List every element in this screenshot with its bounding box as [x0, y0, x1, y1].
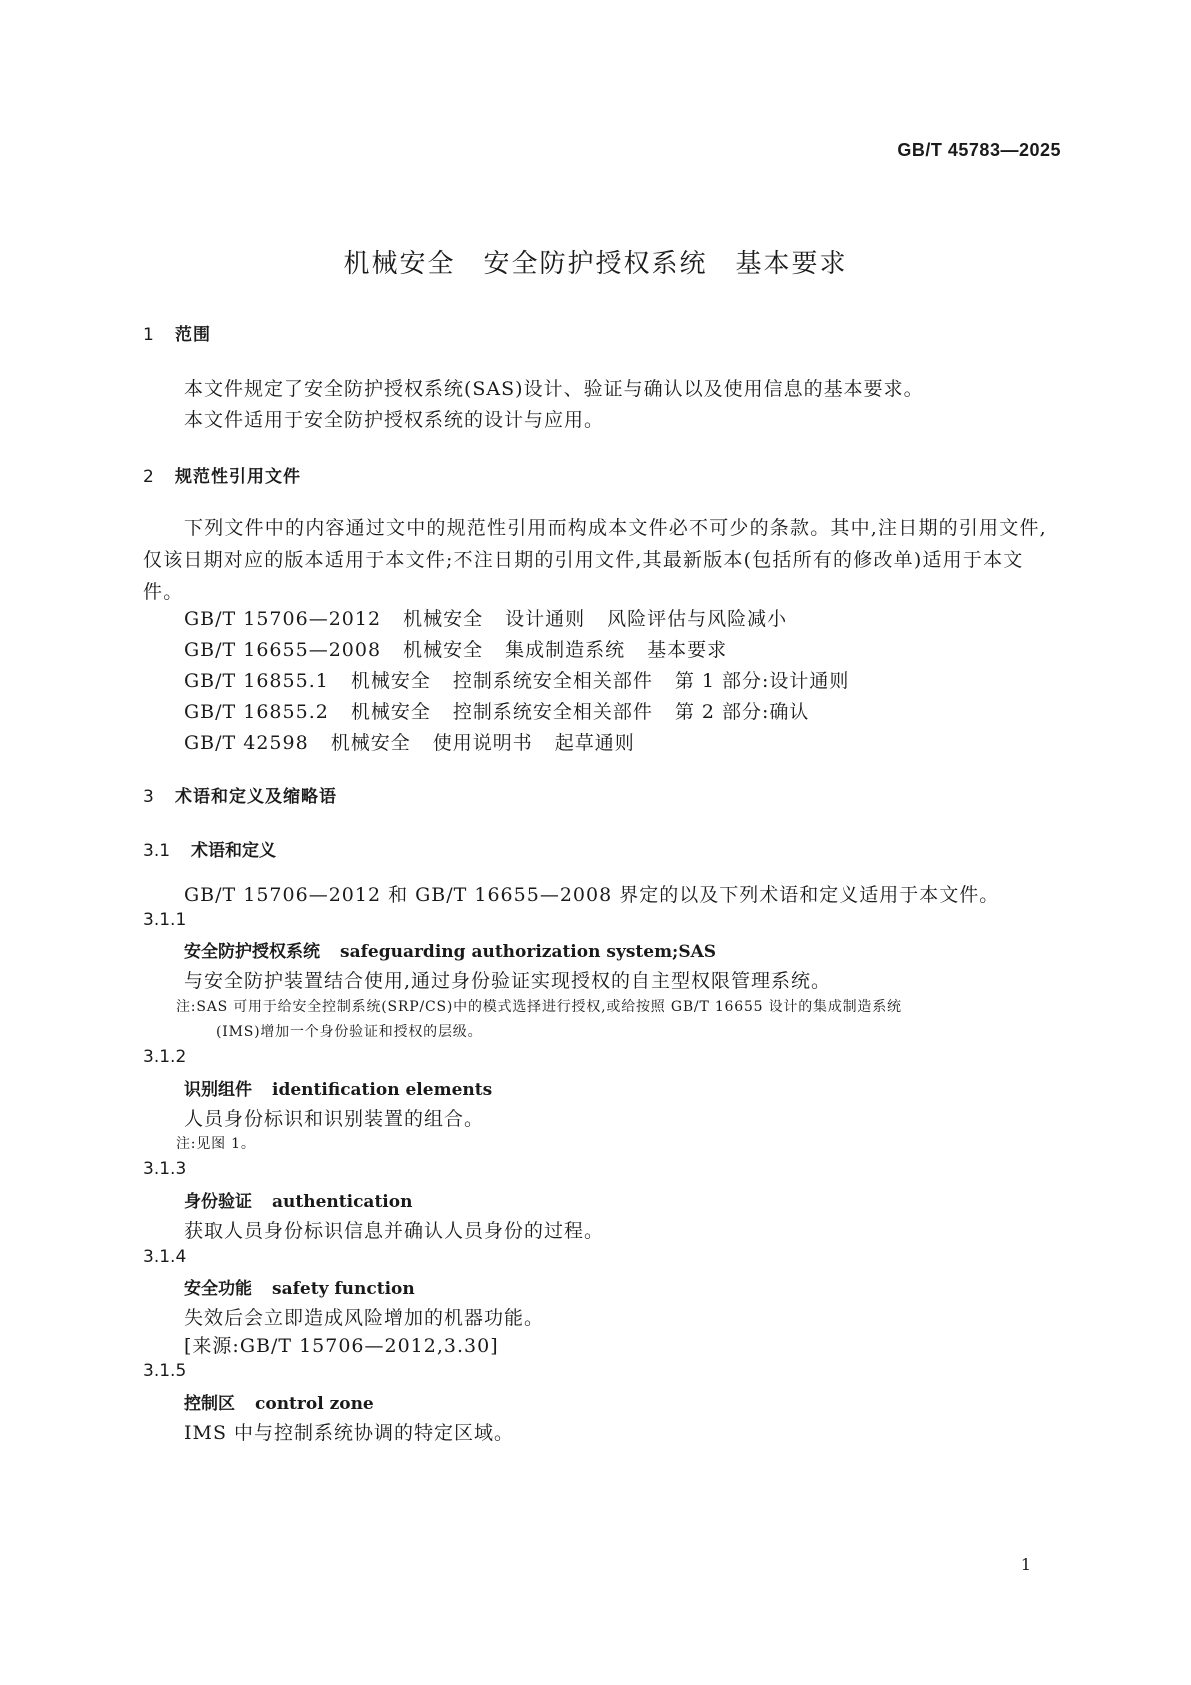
term-number: 3.1.1 — [143, 910, 187, 930]
term-note-continued: (IMS)增加一个身份验证和授权的层级。 — [216, 1024, 483, 1040]
term-heading — [184, 1075, 492, 1100]
term-english: safety function — [272, 1279, 415, 1299]
term-heading — [184, 937, 716, 962]
standard-number: GB/T 45783—2025 — [897, 140, 1061, 160]
section-3-1-intro: GB/T 15706—2012 和 GB/T 16655—2008 界定的以及下列术语和定义适用于本文件。 — [184, 884, 1000, 906]
section-1-heading — [143, 320, 211, 345]
term-english: safeguarding authorization system;SAS — [340, 942, 717, 962]
section-2-number: 2 — [143, 467, 155, 487]
term-definition: 获取人员身份标识信息并确认人员身份的过程。 — [184, 1220, 605, 1242]
section-3-heading — [143, 782, 337, 807]
term-note: 注:SAS 可用于给安全控制系统(SRP/CS)中的模式选择进行授权,或给按照 GB/T 16655 设计的集成制造系统 — [176, 999, 902, 1015]
reference-part: 控制系统安全相关部件 — [452, 701, 653, 723]
reference-part: 机械安全 — [350, 701, 431, 723]
section-2-title: 规范性引用文件 — [175, 467, 301, 487]
term-definition: IMS 中与控制系统协调的特定区域。 — [184, 1422, 515, 1444]
reference-code: GB/T 15706—2012 — [184, 608, 382, 630]
reference-item — [184, 666, 849, 693]
reference-part: 使用说明书 — [432, 732, 533, 754]
term-source: [来源:GB/T 15706—2012,3.30] — [184, 1335, 499, 1357]
reference-part: 控制系统安全相关部件 — [452, 670, 653, 692]
term-note: 注:见图 1。 — [176, 1136, 256, 1152]
section-1-number: 1 — [143, 325, 155, 345]
reference-part: 第 2 部分:确认 — [674, 701, 810, 723]
title-part-2: 安全防护授权系统 — [483, 249, 708, 279]
term-english: authentication — [272, 1192, 413, 1212]
term-chinese: 安全功能 — [184, 1279, 252, 1299]
term-definition: 人员身份标识和识别装置的组合。 — [184, 1108, 485, 1130]
term-english: control zone — [255, 1394, 374, 1414]
document-title — [0, 243, 1191, 280]
reference-part: 设计通则 — [505, 608, 586, 630]
page-number: 1 — [1020, 1555, 1031, 1574]
section-1-paragraph-1: 本文件规定了安全防护授权系统(SAS)设计、验证与确认以及使用信息的基本要求。 — [184, 378, 924, 400]
reference-code: GB/T 42598 — [184, 732, 309, 754]
reference-item — [184, 604, 787, 631]
reference-item — [184, 697, 809, 724]
reference-part: 风险评估与风险减小 — [607, 608, 788, 630]
reference-part: 起草通则 — [554, 732, 635, 754]
term-heading — [184, 1389, 374, 1414]
reference-part: 机械安全 — [350, 670, 431, 692]
reference-part: 机械安全 — [330, 732, 411, 754]
term-number: 3.1.3 — [143, 1159, 187, 1179]
section-2-heading — [143, 462, 301, 487]
term-chinese: 控制区 — [184, 1394, 235, 1414]
term-number: 3.1.5 — [143, 1361, 187, 1381]
section-3-title: 术语和定义及缩略语 — [175, 787, 337, 807]
term-number: 3.1.4 — [143, 1247, 187, 1267]
term-chinese: 身份验证 — [184, 1192, 252, 1212]
term-heading — [184, 1274, 415, 1299]
reference-code: GB/T 16655—2008 — [184, 639, 382, 661]
title-part-3: 基本要求 — [735, 249, 848, 279]
term-chinese: 识别组件 — [184, 1080, 252, 1100]
reference-item — [184, 635, 727, 662]
reference-part: 第 1 部分:设计通则 — [674, 670, 850, 692]
reference-code: GB/T 16855.2 — [184, 701, 329, 723]
reference-part: 机械安全 — [403, 608, 484, 630]
reference-part: 基本要求 — [647, 639, 728, 661]
reference-code: GB/T 16855.1 — [184, 670, 329, 692]
term-definition: 失效后会立即造成风险增加的机器功能。 — [184, 1307, 545, 1329]
reference-part: 机械安全 — [403, 639, 484, 661]
section-3-number: 3 — [143, 787, 155, 807]
section-2-intro: 下列文件中的内容通过文中的规范性引用而构成本文件必不可少的条款。其中,注日期的引用文件,仅该日期对应的版本适用于本文件;不注日期的引用文件,其最新版本(包括所有的修改单)适用于本文件。 — [143, 517, 1047, 603]
section-3-1-title: 术语和定义 — [191, 841, 276, 861]
section-1-paragraph-2: 本文件适用于安全防护授权系统的设计与应用。 — [184, 409, 605, 431]
term-definition: 与安全防护装置结合使用,通过身份验证实现授权的自主型权限管理系统。 — [184, 970, 832, 992]
reference-item — [184, 728, 635, 755]
term-english: identification elements — [272, 1080, 493, 1100]
term-number: 3.1.2 — [143, 1047, 187, 1067]
section-1-title: 范围 — [175, 325, 211, 345]
term-heading — [184, 1187, 412, 1212]
section-3-1-heading — [143, 836, 276, 861]
term-chinese: 安全防护授权系统 — [184, 942, 320, 962]
section-3-1-number: 3.1 — [143, 841, 171, 861]
reference-part: 集成制造系统 — [505, 639, 626, 661]
title-part-1: 机械安全 — [343, 249, 456, 279]
